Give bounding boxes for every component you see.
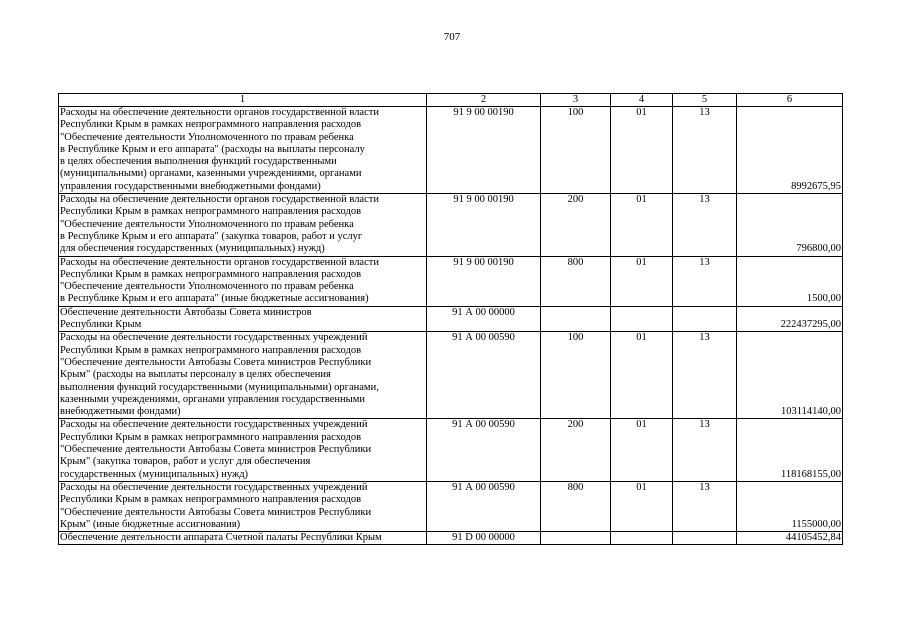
subsection-cell: 13 <box>673 107 737 194</box>
expense-name-line: "Обеспечение деятельности Уполномоченного по правам ребенка <box>60 281 354 293</box>
subsection-cell <box>673 306 737 332</box>
subsection-cell <box>673 532 737 545</box>
expense-name-line: Республики Крым в рамках непрограммного направления расходов <box>60 431 362 443</box>
amount-cell: 8992675,95 <box>737 107 843 194</box>
page-number: 707 <box>443 31 461 43</box>
table-row <box>59 256 843 306</box>
target-code-cell: 91 А 00 00000 <box>427 306 541 332</box>
expense-name-line: Республики Крым в рамках непрограммного направления расходов <box>60 494 362 506</box>
column-header-4: 4 <box>611 94 673 107</box>
column-header-5: 5 <box>673 94 737 107</box>
expense-name-line: Республики Крым <box>60 319 142 331</box>
expense-name-line: Расходы на обеспечение деятельности органов государственной власти <box>60 107 379 118</box>
expense-name-line: Обеспечение деятельности аппарата Счетной палаты Республики Крым <box>60 532 382 544</box>
expense-name-line: Обеспечение деятельности Автобазы Совета министров <box>60 306 312 318</box>
section-cell: 01 <box>611 481 673 531</box>
column-header-6: 6 <box>737 94 843 107</box>
expense-name-line: в Республике Крым и его аппарата" (расходы на выплаты персоналу <box>60 143 365 155</box>
amount-cell: 1155000,00 <box>737 481 843 531</box>
expense-type-cell: 100 <box>541 107 611 194</box>
table-row <box>59 419 843 481</box>
expense-name-cell <box>59 194 427 256</box>
expense-type-cell: 200 <box>541 419 611 481</box>
expense-type-cell: 100 <box>541 332 611 419</box>
target-code-cell: 91 А 00 00590 <box>427 481 541 531</box>
expense-name-cell <box>59 107 427 194</box>
expense-name-line: в Республике Крым и его аппарата" (закупка товаров, работ и услуг <box>60 230 363 242</box>
expense-name-line: Крым" (закупка товаров, работ и услуг для обеспечения <box>60 456 311 468</box>
expense-name-line: "Обеспечение деятельности Уполномоченного по правам ребенка <box>60 131 354 143</box>
expense-name-line: "Обеспечение деятельности Автобазы Совета министров Республики <box>60 506 372 518</box>
target-code-cell: 91 А 00 00590 <box>427 419 541 481</box>
target-code-cell: 91 9 00 00190 <box>427 194 541 256</box>
expense-name-line: (муниципальными) органами, казенными учреждениями, органами <box>60 168 362 180</box>
table-row <box>59 194 843 256</box>
expense-name-line: Расходы на обеспечение деятельности органов государственной власти <box>60 194 379 206</box>
expense-type-cell: 800 <box>541 256 611 306</box>
section-cell <box>611 532 673 545</box>
target-code-cell: 91 А 00 00590 <box>427 332 541 419</box>
expense-name-line: Расходы на обеспечение деятельности государственных учреждений <box>60 419 368 431</box>
expense-name-line: управления государственными внебюджетными фондами) <box>60 180 321 192</box>
expense-name-cell <box>59 419 427 481</box>
expense-name-cell <box>59 332 427 419</box>
expense-name-line: Республики Крым в рамках непрограммного направления расходов <box>60 344 362 356</box>
subsection-cell: 13 <box>673 256 737 306</box>
target-code-cell: 91 D 00 00000 <box>427 532 541 545</box>
expense-name-line: Крым" (расходы на выплаты персоналу в целях обеспечения <box>60 369 331 381</box>
expense-name-cell <box>59 532 427 545</box>
amount-cell: 1500,00 <box>737 256 843 306</box>
subsection-cell: 13 <box>673 332 737 419</box>
expense-name-cell <box>59 306 427 332</box>
expense-name-line: для обеспечения государственных (муниципальных) нужд) <box>60 243 325 255</box>
expense-name-line: выполнения функций государственными (муниципальными) органами, <box>60 381 379 393</box>
expense-name-line: Республики Крым в рамках непрограммного направления расходов <box>60 119 362 131</box>
expense-name-line: казенными учреждениями, органами управления государственными <box>60 393 365 405</box>
expense-name-line: "Обеспечение деятельности Автобазы Совета министров Республики <box>60 356 372 368</box>
expense-name-line: в Республике Крым и его аппарата" (иные бюджетные ассигнования) <box>60 293 369 305</box>
expense-name-line: Крым" (иные бюджетные ассигнования) <box>60 518 241 530</box>
expense-name-cell <box>59 481 427 531</box>
subsection-cell: 13 <box>673 419 737 481</box>
table-row <box>59 107 843 194</box>
expense-name-line: Республики Крым в рамках непрограммного направления расходов <box>60 206 362 218</box>
expense-name-line: "Обеспечение деятельности Уполномоченного по правам ребенка <box>60 218 354 230</box>
expense-name-line: Расходы на обеспечение деятельности государственных учреждений <box>60 332 368 344</box>
target-code-cell: 91 9 00 00190 <box>427 107 541 194</box>
expense-name-line: Расходы на обеспечение деятельности органов государственной власти <box>60 256 379 268</box>
expense-name-line: Республики Крым в рамках непрограммного направления расходов <box>60 268 362 280</box>
expense-type-cell: 800 <box>541 481 611 531</box>
amount-cell: 222437295,00 <box>737 306 843 332</box>
amount-cell: 44105452,84 <box>737 532 843 545</box>
target-code-cell: 91 9 00 00190 <box>427 256 541 306</box>
budget-table <box>58 93 843 545</box>
table-row <box>59 532 843 545</box>
expense-type-cell <box>541 306 611 332</box>
subsection-cell: 13 <box>673 481 737 531</box>
expense-type-cell <box>541 532 611 545</box>
expense-type-cell: 200 <box>541 194 611 256</box>
table-row <box>59 332 843 419</box>
table-header-row <box>59 94 843 107</box>
column-header-1: 1 <box>59 94 427 107</box>
section-cell <box>611 306 673 332</box>
amount-cell: 118168155,00 <box>737 419 843 481</box>
section-cell: 01 <box>611 107 673 194</box>
amount-cell: 103114140,00 <box>737 332 843 419</box>
column-header-3: 3 <box>541 94 611 107</box>
amount-cell: 796800,00 <box>737 194 843 256</box>
section-cell: 01 <box>611 332 673 419</box>
table-row <box>59 481 843 531</box>
table-row <box>59 306 843 332</box>
subsection-cell: 13 <box>673 194 737 256</box>
expense-name-line: в целях обеспечения выполнения функций государственными <box>60 156 337 168</box>
expense-name-cell <box>59 256 427 306</box>
expense-name-line: государственных (муниципальных) нужд) <box>60 468 249 480</box>
section-cell: 01 <box>611 194 673 256</box>
column-header-2: 2 <box>427 94 541 107</box>
expense-name-line: внебюджетными фондами) <box>60 406 181 418</box>
section-cell: 01 <box>611 419 673 481</box>
section-cell: 01 <box>611 256 673 306</box>
expense-name-line: Расходы на обеспечение деятельности государственных учреждений <box>60 481 368 493</box>
expense-name-line: "Обеспечение деятельности Автобазы Совета министров Республики <box>60 444 372 456</box>
